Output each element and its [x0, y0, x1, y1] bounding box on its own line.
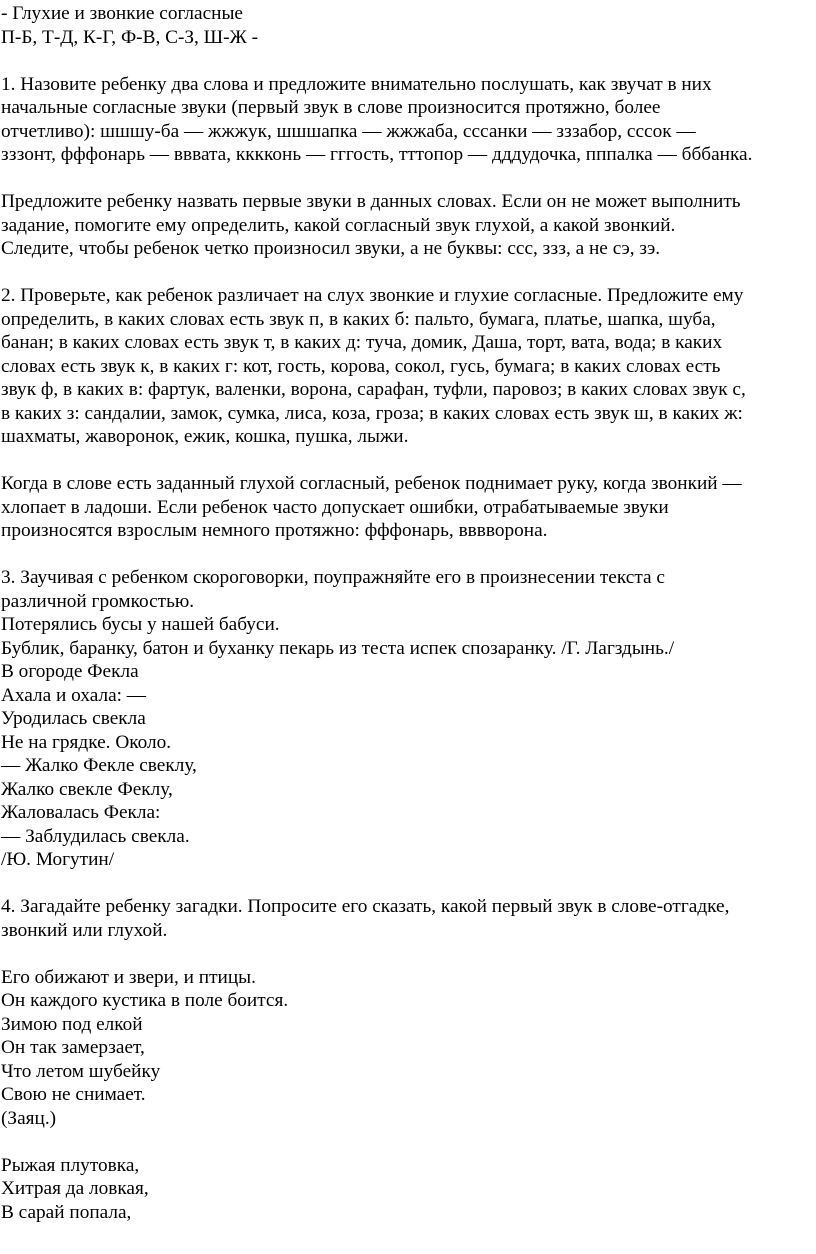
- text-line: отчетливо): шшшу-ба — жжжук, шшшапка — жжжаба, сссанки — зззабор, сссок —: [1, 120, 696, 142]
- riddle-line: В сарай попала,: [1, 1201, 132, 1223]
- text-line: задание, помогите ему определить, какой согласный звук глухой, а какой звонкий.: [1, 214, 676, 236]
- poem-line: Жалко свекле Феклу,: [1, 778, 173, 800]
- poem-line: В огороде Фекла: [1, 661, 139, 682]
- text-line: банан; в каких словах есть звук т, в каких д: туча, домик, Даша, торт, вата, вода; в каких: [1, 332, 723, 353]
- riddle-line: Хитрая да ловкая,: [1, 1178, 149, 1199]
- text-line: Предложите ребенку назвать первые звуки в данных словах. Если он не может выполнить: [1, 191, 741, 212]
- poem-line: Не на грядке. Около.: [1, 731, 172, 753]
- riddle-line: Свою не снимает.: [1, 1084, 146, 1105]
- task-3-paragraph: [1, 566, 816, 872]
- text-line: зззонт, фффонарь — вввата, кккконь — гггость, тттопор — дддудочка, пппалка — бббанка.: [1, 144, 753, 165]
- poem-line: Ахала и охала: —: [1, 684, 147, 706]
- text-line: в каких з: сандалии, замок, сумка, лиса, коза, гроза; в каких словах есть звук ш, в каких ж:: [1, 402, 743, 424]
- poem-line: Жаловалась Фекла:: [1, 802, 161, 823]
- text-line: звук ф, в каких в: фартук, валенки, ворона, сарафан, туфли, паровоз; в каких словах звук с,: [1, 379, 746, 400]
- header-consonant-pairs: П-Б, Т-Д, К-Г, Ф-В, С-З, Ш-Ж -: [1, 26, 259, 48]
- text-line: различной громкостью.: [1, 590, 195, 612]
- riddle-line: Зимою под елкой: [1, 1013, 143, 1035]
- task-2-paragraph: [1, 284, 816, 449]
- text-line: Когда в слове есть заданный глухой согласный, ребенок поднимает руку, когда звонкий —: [1, 473, 742, 494]
- task-4-paragraph: [1, 895, 816, 942]
- riddle-line: Что летом шубейку: [1, 1060, 161, 1082]
- text-line: 4. Загадайте ребенку загадки. Попросите его сказать, какой первый звук в слове-отгадке,: [1, 896, 730, 917]
- text-line: определить, в каких словах есть звук п, в каких б: пальто, бумага, платье, шапка, шуба,: [1, 308, 716, 330]
- paragraph-gap: [1, 261, 816, 285]
- riddle-line: Его обижают и звери, и птицы.: [1, 966, 256, 988]
- task-1-note-paragraph: [1, 190, 816, 261]
- poem-line: Уродилась свекла: [1, 708, 146, 729]
- text-line: произносятся взрослым немного протяжно: фффонарь, вввворона.: [1, 520, 548, 541]
- document-header: [1, 2, 816, 49]
- text-line: 2. Проверьте, как ребенок различает на слух звонкие и глухие согласные. Предложите ему: [1, 285, 744, 306]
- text-line: 1. Назовите ребенку два слова и предложите внимательно послушать, как звучат в них: [1, 73, 712, 95]
- riddle-line: Он каждого кустика в поле боится.: [1, 990, 289, 1011]
- riddle-2: [1, 1154, 816, 1225]
- paragraph-gap: [1, 942, 816, 966]
- task-1-paragraph: [1, 73, 816, 167]
- text-line: начальные согласные звуки (первый звук в слове произносится протяжно, более: [1, 97, 661, 118]
- poem-line: — Жалко Фекле свеклу,: [1, 755, 197, 776]
- riddle-line: Рыжая плутовка,: [1, 1154, 140, 1176]
- text-line: шахматы, жаворонок, ежик, кошка, пушка, лыжи.: [1, 426, 409, 447]
- riddle-1: [1, 966, 816, 1131]
- paragraph-gap: [1, 543, 816, 567]
- text-line: 3. Заучивая с ребенком скороговорки, поупражняйте его в произнесении текста с: [1, 567, 665, 588]
- text-line: звонкий или глухой.: [1, 919, 168, 941]
- poem-line: — Заблудилась свекла.: [1, 825, 190, 847]
- text-line: Следите, чтобы ребенок четко произносил звуки, а не буквы: ссс, ззз, а не сэ, зэ.: [1, 238, 661, 259]
- riddle-answer: (Заяц.): [1, 1107, 57, 1129]
- task-2-note-paragraph: [1, 472, 816, 543]
- paragraph-gap: [1, 167, 816, 191]
- poem-author: /Ю. Могутин/: [1, 849, 115, 870]
- tongue-twister-line: Потерялись бусы у нашей бабуси.: [1, 614, 280, 635]
- paragraph-gap: [1, 872, 816, 896]
- riddle-line: Он так замерзает,: [1, 1037, 145, 1058]
- text-line: хлопает в ладоши. Если ребенок часто допускает ошибки, отрабатываемые звуки: [1, 496, 669, 518]
- paragraph-gap: [1, 49, 816, 73]
- tongue-twister-line: Бублик, баранку, батон и буханку пекарь из теста испек спозаранку. /Г. Лагздынь./: [1, 637, 675, 659]
- text-line: словах есть звук к, в каких г: кот, гость, корова, сокол, гусь, бумага; в каких словах есть: [1, 355, 721, 377]
- header-title: - Глухие и звонкие согласные: [1, 3, 243, 24]
- paragraph-gap: [1, 1130, 816, 1154]
- paragraph-gap: [1, 449, 816, 473]
